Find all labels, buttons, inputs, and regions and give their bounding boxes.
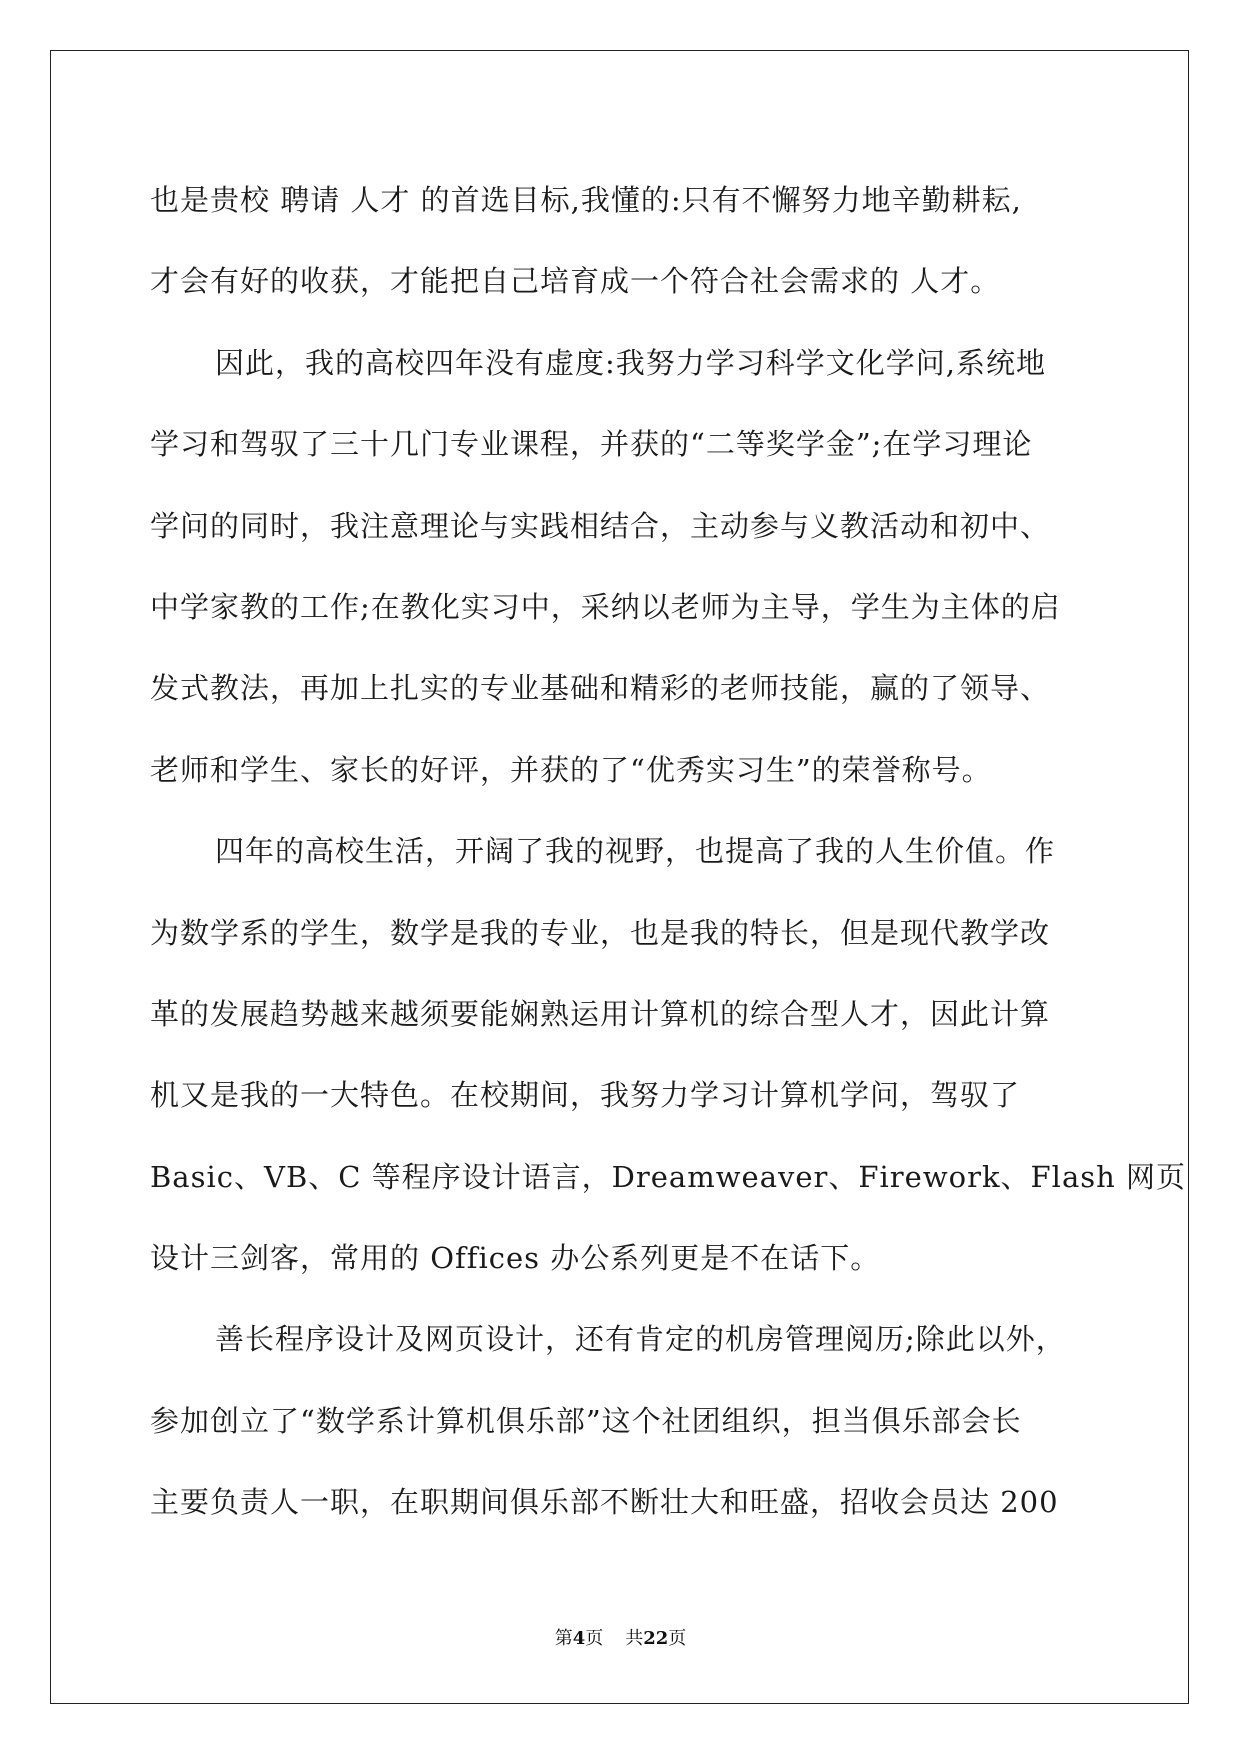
text-line-9: 四年的高校生活，开阔了我的视野，也提高了我的人生价值。作 xyxy=(215,834,1056,869)
text-line-6: 中学家教的工作;在教化实习中，采纳以老师为主导，学生为主体的启 xyxy=(150,589,1061,624)
text-line-3: 因此，我的高校四年没有虚度:我努力学习科学文化学问,系统地 xyxy=(215,345,1046,380)
footer-page-number: 4 xyxy=(572,1628,586,1649)
text-line-16: 参加创立了“数学系计算机俱乐部”这个社团组织，担当俱乐部会长 xyxy=(150,1403,1022,1438)
text-line-2: 才会有好的收获，才能把自己培育成一个符合社会需求的 人才。 xyxy=(150,264,1001,299)
text-line-13: Basic、VB、C 等程序设计语言，Dreamweaver、Firework、Flash 网页 xyxy=(150,1159,1187,1194)
footer-prefix: 第 xyxy=(554,1628,573,1649)
text-line-14: 设计三剑客，常用的 Offices 办公系列更是不在话下。 xyxy=(150,1241,881,1276)
document-body xyxy=(150,160,1187,1544)
footer-total-pages: 22 xyxy=(643,1628,669,1649)
page-footer xyxy=(0,1624,1241,1650)
text-line-4: 学习和驾驭了三十几门专业课程，并获的“二等奖学金”;在学习理论 xyxy=(150,427,1033,462)
text-line-8: 老师和学生、家长的好评，并获的了“优秀实习生”的荣誉称号。 xyxy=(150,752,992,787)
footer-page-suffix: 页 xyxy=(585,1628,604,1649)
text-line-10: 为数学系的学生，数学是我的专业，也是我的特长，但是现代教学改 xyxy=(150,915,1051,950)
text-line-17: 主要负责人一职，在职期间俱乐部不断壮大和旺盛，招收会员达 200 xyxy=(150,1485,1059,1520)
footer-total-suffix: 页 xyxy=(668,1628,687,1649)
text-line-15: 善长程序设计及网页设计，还有肯定的机房管理阅历;除此以外， xyxy=(215,1322,1066,1357)
text-line-11: 革的发展趋势越来越须要能娴熟运用计算机的综合型人才，因此计算 xyxy=(150,996,1051,1031)
text-line-12: 机又是我的一大特色。在校期间，我努力学习计算机学问，驾驭了 xyxy=(150,1078,1021,1113)
text-line-7: 发式教法，再加上扎实的专业基础和精彩的老师技能，赢的了领导、 xyxy=(150,671,1051,706)
text-line-1: 也是贵校 聘请 人才 的首选目标,我懂的:只有不懈努力地辛勤耕耘, xyxy=(150,183,1022,217)
footer-total-prefix: 共 xyxy=(625,1628,644,1649)
text-line-5: 学问的同时，我注意理论与实践相结合，主动参与义教活动和初中、 xyxy=(150,508,1051,543)
